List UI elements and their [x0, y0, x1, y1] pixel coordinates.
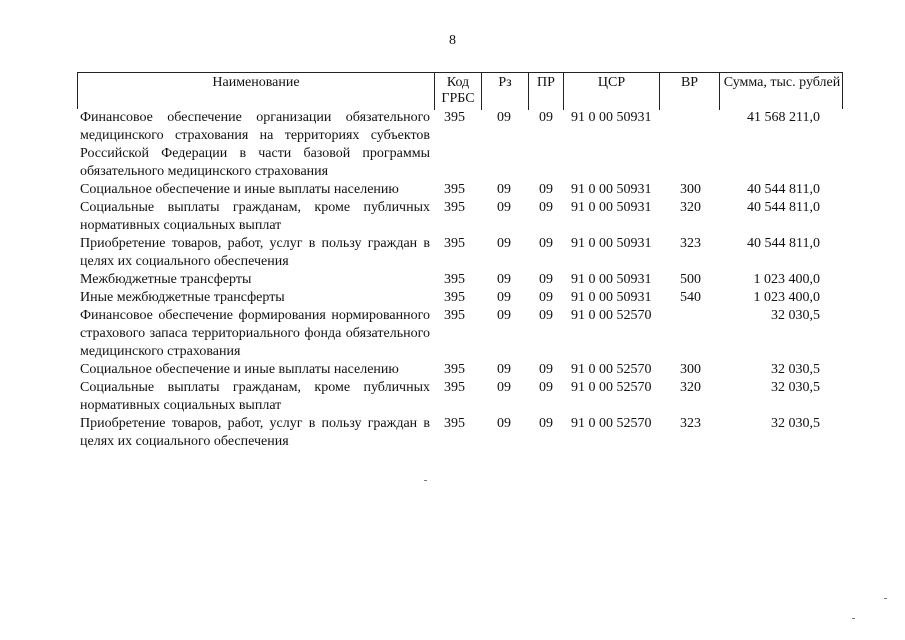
table-row	[0, 289, 905, 307]
row-csr: 91 0 00 50931	[571, 200, 652, 215]
row-name: Иные межбюджетные трансферты	[80, 290, 285, 305]
row-pr: 09	[539, 236, 553, 251]
row-vr: 323	[680, 236, 701, 251]
table-row	[0, 379, 905, 415]
table-row	[0, 199, 905, 235]
row-grbs: 395	[444, 110, 465, 125]
table-body	[0, 109, 905, 451]
row-rz: 09	[497, 236, 511, 251]
row-vr: 323	[680, 416, 701, 431]
row-rz: 09	[497, 416, 511, 431]
row-csr: 91 0 00 52570	[571, 416, 652, 431]
row-csr: 91 0 00 50931	[571, 272, 652, 287]
row-pr: 09	[539, 110, 553, 125]
table-row	[0, 307, 905, 361]
row-name: Социальное обеспечение и иные выплаты населению	[80, 182, 399, 197]
table-row	[0, 235, 905, 271]
row-grbs: 395	[444, 416, 465, 431]
row-rz: 09	[497, 200, 511, 215]
header-vr: ВР	[659, 73, 719, 110]
table-header	[77, 72, 843, 109]
row-name: Социальные выплаты гражданам, кроме публичных нормативных социальных выплат	[80, 380, 430, 413]
row-name: Приобретение товаров, работ, услуг в пользу граждан в целях их социального обеспечения	[80, 416, 430, 449]
row-pr: 09	[539, 182, 553, 197]
row-sum: 32 030,5	[771, 362, 820, 377]
header-pr: ПР	[528, 73, 563, 110]
row-grbs: 395	[444, 308, 465, 323]
row-csr: 91 0 00 50931	[571, 236, 652, 251]
header-grbs: Код ГРБС	[434, 73, 481, 110]
row-sum: 41 568 211,0	[747, 110, 820, 125]
row-pr: 09	[539, 380, 553, 395]
header-sum: Сумма, тыс. рублей	[719, 73, 844, 110]
header-csr: ЦСР	[563, 73, 659, 110]
row-grbs: 395	[444, 182, 465, 197]
row-rz: 09	[497, 308, 511, 323]
row-csr: 91 0 00 50931	[571, 182, 652, 197]
row-pr: 09	[539, 200, 553, 215]
row-rz: 09	[497, 272, 511, 287]
scan-speck	[424, 480, 427, 481]
row-vr: 320	[680, 200, 701, 215]
row-sum: 1 023 400,0	[753, 272, 820, 287]
row-grbs: 395	[444, 200, 465, 215]
row-grbs: 395	[444, 236, 465, 251]
row-sum: 40 544 811,0	[747, 236, 820, 251]
row-rz: 09	[497, 110, 511, 125]
table-row	[0, 181, 905, 199]
row-csr: 91 0 00 50931	[571, 110, 652, 125]
row-name: Приобретение товаров, работ, услуг в пользу граждан в целях их социального обеспечения	[80, 236, 430, 269]
row-pr: 09	[539, 362, 553, 377]
row-vr: 320	[680, 380, 701, 395]
row-name: Финансовое обеспечение формирования нормированного страхового запаса территориального фонда обязательного медицинского страхования	[80, 308, 430, 359]
scan-speck	[852, 618, 855, 619]
row-vr: 300	[680, 362, 701, 377]
table-row	[0, 415, 905, 451]
row-name: Финансовое обеспечение организации обязательного медицинского страхования на территориях субъектов Российской Федерации в части базовой программы обязательного медицинского страхования	[80, 110, 430, 179]
row-sum: 32 030,5	[771, 416, 820, 431]
row-pr: 09	[539, 308, 553, 323]
scan-speck	[884, 598, 887, 599]
page-number: 8	[449, 33, 456, 48]
row-grbs: 395	[444, 290, 465, 305]
row-vr: 500	[680, 272, 701, 287]
row-sum: 1 023 400,0	[753, 290, 820, 305]
row-sum: 32 030,5	[771, 380, 820, 395]
row-pr: 09	[539, 272, 553, 287]
row-grbs: 395	[444, 362, 465, 377]
header-rz: Рз	[481, 73, 528, 110]
row-sum: 32 030,5	[771, 308, 820, 323]
row-vr: 300	[680, 182, 701, 197]
row-rz: 09	[497, 182, 511, 197]
row-rz: 09	[497, 290, 511, 305]
table-row	[0, 109, 905, 181]
row-rz: 09	[497, 380, 511, 395]
row-name: Межбюджетные трансферты	[80, 272, 252, 287]
row-name: Социальное обеспечение и иные выплаты населению	[80, 362, 399, 377]
row-csr: 91 0 00 50931	[571, 290, 652, 305]
row-rz: 09	[497, 362, 511, 377]
row-sum: 40 544 811,0	[747, 200, 820, 215]
row-pr: 09	[539, 290, 553, 305]
table-row	[0, 361, 905, 379]
header-name: Наименование	[212, 75, 300, 90]
row-grbs: 395	[444, 272, 465, 287]
row-pr: 09	[539, 416, 553, 431]
table-row	[0, 271, 905, 289]
row-csr: 91 0 00 52570	[571, 362, 652, 377]
row-csr: 91 0 00 52570	[571, 380, 652, 395]
row-sum: 40 544 811,0	[747, 182, 820, 197]
row-vr: 540	[680, 290, 701, 305]
row-csr: 91 0 00 52570	[571, 308, 652, 323]
row-grbs: 395	[444, 380, 465, 395]
row-name: Социальные выплаты гражданам, кроме публичных нормативных социальных выплат	[80, 200, 430, 233]
